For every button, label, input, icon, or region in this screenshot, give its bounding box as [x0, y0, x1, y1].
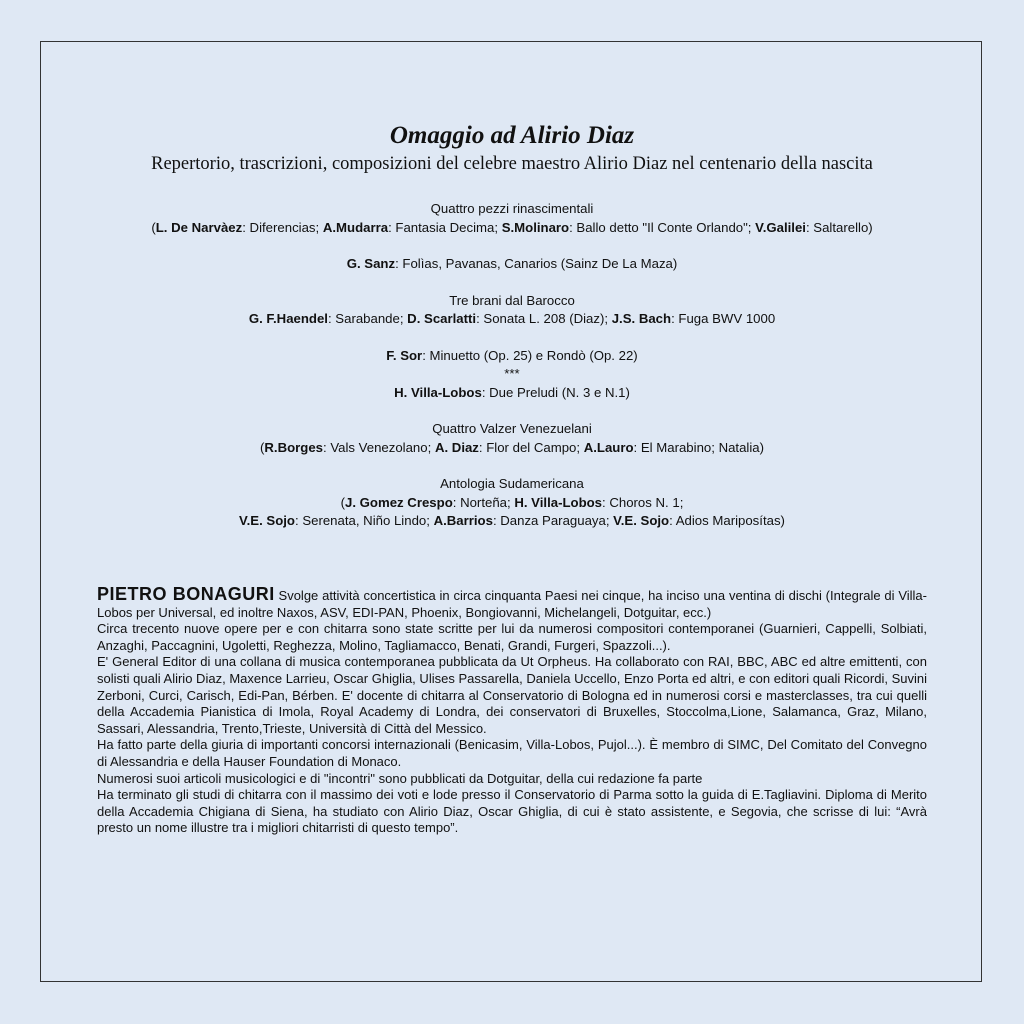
artist-biography [97, 586, 927, 837]
work-title: : Due Preludi (N. 3 e N.1) [481, 384, 630, 400]
bio-paragraph: Ha terminato gli studi di chitarra con il massimo dei voti e lode presso il Conservatorio di Parma sotto la guida di E.Tagliavini. Diploma di Merito della Accademia Chigiana di Siena, ha studiato con Alirio Diaz, Oscar Ghiglia, di cui è stato assistente, e Segovia, che scrisse di lui: “Avrà presto un nome illustre tra i migliori chitarristi di questo tempo”. [97, 787, 927, 836]
work-title: : Serenata, Niño Lindo; [295, 513, 434, 528]
section-works [100, 255, 924, 274]
bio-paragraph [97, 586, 927, 621]
composer-name: H. Villa-Lobos [394, 384, 482, 400]
section-heading: Quattro pezzi rinascimentali [430, 201, 594, 216]
composer-name: A.Mudarra [322, 219, 389, 235]
program-section-villalobos [100, 384, 924, 403]
composer-name: D. Scarlatti [407, 311, 477, 326]
concert-program [100, 200, 924, 549]
work-title: : Vals Venezolano; [323, 439, 435, 455]
section-heading: Antologia Sudamericana [440, 476, 584, 491]
section-heading: Tre brani dal Barocco [449, 292, 575, 308]
paren: ( [151, 219, 156, 235]
program-section-anthology [100, 475, 924, 531]
composer-name: F. Sor [386, 347, 423, 363]
section-works [100, 494, 924, 513]
composer-name: V.Galilei [755, 219, 806, 235]
section-works [100, 347, 924, 366]
composer-name: V.E. Sojo [239, 513, 295, 528]
work-title: : Fuga BWV 1000 [671, 311, 776, 326]
composer-name: A.Lauro [583, 439, 634, 455]
work-title: : Diferencias; [242, 219, 323, 235]
page-subtitle: Repertorio, trascrizioni, composizioni del celebre maestro Alirio Diaz nel centenario della nascita [151, 154, 873, 174]
paren: ( [340, 494, 346, 510]
artist-name: PIETRO BONAGURI [97, 584, 275, 604]
work-title: : Saltarello) [805, 219, 873, 235]
work-title: : Ballo detto "Il Conte Orlando"; [569, 219, 756, 235]
section-works [100, 219, 924, 238]
work-title: : El Marabino; Natalia) [633, 439, 765, 455]
section-works [100, 512, 924, 531]
work-title: : Folìas, Pavanas, Canarios (Sainz De La Maza) [395, 256, 678, 271]
composer-name: G. Sanz [346, 256, 396, 271]
composer-name: G. F.Haendel [248, 311, 328, 326]
composer-name: S.Molinaro [501, 219, 570, 235]
work-title: : Fantasia Decima; [388, 219, 502, 235]
composer-name: A.Barrios [433, 513, 493, 528]
bio-paragraph: Circa trecento nuove opere per e con chitarra sono state scritte per lui da numerosi compositori contemporanei (Guarnieri, Cappelli, Solbiati, Anzaghi, Paccagnini, Ugoletti, Reghezza, Molino, Tagliamacco, Benati, Grandi, Furgeri, Spazzoli...). [97, 621, 927, 653]
program-section-baroque [100, 292, 924, 329]
work-title: : Adios Mariposítas) [669, 513, 785, 528]
bio-text: Svolge attività concertistica in circa cinquanta Paesi nei cinque, ha inciso una ventina di dischi (Integrale di Villa-Lobos per Universal, ed inoltre Naxos, ASV, EDI-PAN, Phoenix, Bongiovanni, Michelangeli, Dotguitar, ecc.) [97, 588, 927, 620]
composer-name: R.Borges [264, 439, 323, 455]
composer-name: J. Gomez Crespo [345, 494, 453, 510]
work-title: : Choros N. 1; [602, 494, 684, 510]
page-title: Omaggio ad Alirio Diaz [389, 122, 635, 149]
composer-name: L. De Narvàez [155, 219, 243, 235]
composer-name: J.S. Bach [611, 311, 672, 326]
section-works [100, 384, 924, 403]
program-section-sor [100, 347, 924, 366]
composer-name: A. Diaz [434, 439, 479, 455]
work-title: : Danza Paraguaya; [492, 513, 614, 528]
paren: ( [259, 439, 265, 455]
program-section-renaissance [100, 200, 924, 237]
work-title: : Flor del Campo; [478, 439, 584, 455]
bio-paragraph: Ha fatto parte della giuria di importanti concorsi internazionali (Benicasim, Villa-Lobos, Pujol...). È membro di SIMC, Del Comitato del Convegno di Alessandria e della Hauser Foundation di Monaco. [97, 737, 927, 769]
section-works [100, 439, 924, 458]
work-title: : Sarabande; [327, 311, 408, 326]
composer-name: H. Villa-Lobos [514, 494, 603, 510]
work-title: : Norteña; [452, 494, 515, 510]
work-title: : Sonata L. 208 (Diaz); [476, 311, 612, 326]
section-works [100, 310, 924, 329]
composer-name: V.E. Sojo [613, 513, 670, 528]
section-heading: Quattro Valzer Venezuelani [432, 421, 592, 436]
work-title: : Minuetto (Op. 25) e Rondò (Op. 22) [422, 347, 638, 363]
program-section-waltzes [100, 420, 924, 457]
program-section-sanz [100, 255, 924, 274]
bio-paragraph: Numerosi suoi articoli musicologici e di "incontri" sono pubblicati da Dotguitar, della cui redazione fa parte [97, 770, 703, 786]
separator: *** [504, 366, 520, 381]
bio-paragraph: E' General Editor di una collana di musica contemporanea pubblicata da Ut Orpheus. Ha collaborato con RAI, BBC, ABC ed altre emittenti, con solisti quali Alirio Diaz, Maxence Larrieu, Oscar Ghiglia, Ulises Passarella, Daniela Uccello, Enzo Porta ed altri, e con editori quali Ricordi, Suvini Zerboni, Curci, Carisch, Edi-Pan, Bérben. E' docente di chitarra al Conservatorio di Bologna ed in numerosi corsi e masterclasses, tra cui quelli della Accademia Pianistica di Imola, Royal Academy di Londra, dei conservatori di Bruxelles, Stoccolma,Lione, Salamanca, Graz, Milano, Sassari, Alessandria, Trento,Trieste, Università di Città del Messico. [97, 654, 927, 736]
